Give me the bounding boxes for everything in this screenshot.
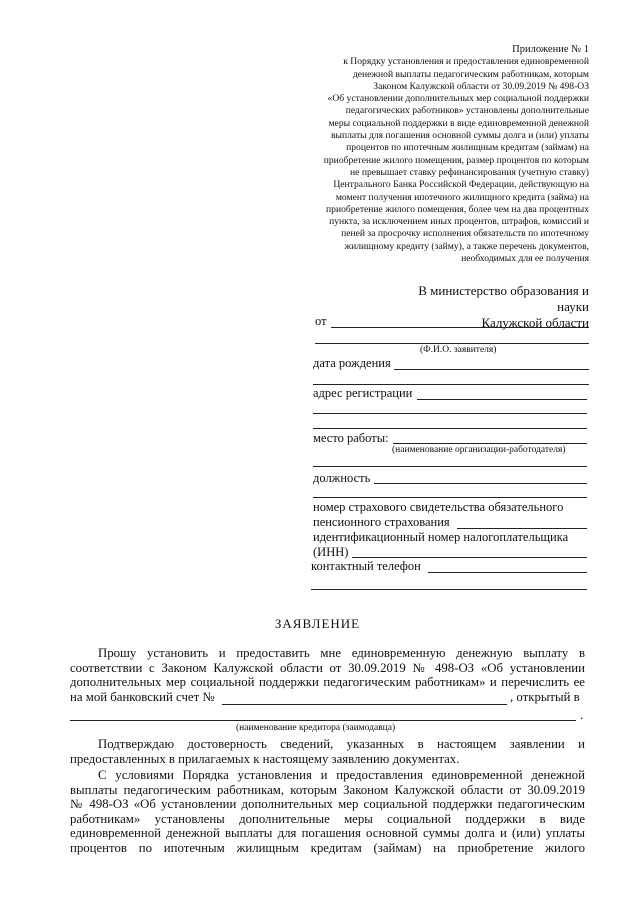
p3-line: единовременной денежной выплаты для погашения основной суммы долга и (или) уплаты [70,826,585,841]
period-mark: . [580,708,584,722]
p3-line: № 498-ОЗ «Об установлении дополнительных мер социальной поддержки педагогическим [70,797,585,812]
p3-line: процентов по ипотечным жилищным кредитам (займам) на приобретение жилого [70,840,585,855]
account-label: на мой банковский счет № [70,690,215,704]
statement-paragraph-2 [70,737,585,766]
birth-date-field[interactable] [394,369,589,370]
p1-line: соответствии с Законом Калужской области от 30.09.2019 № 498-ОЗ «Об установлении [70,660,585,675]
annex-line: не превышает ставку рефинансирования (учетную ставку) [350,166,589,178]
opened-in-label: , открытый в [510,690,580,704]
p1-line: дополнительных мер социальной поддержки педагогическим работникам» и перечислить ее [70,675,585,690]
annex-line: необходимых для ее получения [461,253,589,265]
workplace-field[interactable] [393,443,587,444]
annex-line: педагогических работников» установлены дополнительные [345,105,589,117]
account-number-field[interactable] [222,704,507,705]
creditor-field[interactable] [70,720,576,721]
inn-field[interactable] [352,557,587,558]
p3-line: С условиями Порядка установления и предоставления единовременной денежной [98,768,585,782]
workplace-label: место работы: [313,431,389,445]
phone-field-line-2[interactable] [311,589,587,590]
reg-address-field-line-2[interactable] [313,413,587,414]
annex-line: денежной выплаты педагогическим работникам, которым [352,68,589,80]
statement-paragraph-3 [70,768,585,856]
birth-date-field-line-2[interactable] [313,384,589,385]
annex-title: Приложение № 1 [512,44,589,55]
position-field-line-2[interactable] [313,497,587,498]
statement-paragraph-1 [70,646,585,690]
annex-line: «Об установлении дополнительных мер социальной поддержки [327,93,589,105]
org-hint: (наименование организации-работодателя) [392,445,566,455]
position-label: должность [313,471,371,485]
annex-line: к Порядку установления и предоставления единовременной [343,56,589,68]
reg-address-label: адрес регистрации [313,386,413,400]
snils-label-2: пенсионного страхования [313,515,450,529]
reg-address-field-line-3[interactable] [313,428,587,429]
annex-block [289,44,589,265]
p2-line: Подтверждаю достоверность сведений, указанных в настоящем заявлении и [98,737,585,751]
snils-field[interactable] [457,528,587,529]
annex-line: меры социальной поддержки в виде единовременной денежной [328,117,589,129]
annex-line: приобретение жилого помещения, размер процентов по которым [323,154,589,166]
birth-date-label: дата рождения [313,356,391,370]
workplace-field-line-2[interactable] [313,466,587,467]
reg-address-field[interactable] [417,399,587,400]
addressee-line-2: Калужской области [481,315,589,330]
from-label: от [315,314,327,328]
statement-title: ЗАЯВЛЕНИЕ [274,616,361,631]
addressee-line-1: В министерство образования и науки [418,283,589,314]
annex-line: процентов по ипотечным жилищным кредитам (займам) на [346,142,589,154]
p3-line: выплаты педагогическим работникам, которым Законом Калужской области от 30.09.2019 [70,782,585,797]
p1-line: Прошу установить и предоставить мне единовременную денежную выплату в [98,646,585,660]
creditor-hint: (наименование кредитора (заимодавца) [236,723,396,733]
annex-line: пеней за просрочку исполнения обязательств по ипотечному [341,228,589,240]
phone-field[interactable] [428,572,587,573]
annex-line: Законом Калужской области от 30.09.2019 № 498-ОЗ [373,80,589,92]
snils-label-1: номер страхового свидетельства обязательного [313,500,564,514]
annex-line: жилищному кредиту (займу), а также перечень документов, [344,240,589,252]
p3-line: работникам» установлены дополнительные меры социальной поддержки в виде [70,811,585,826]
annex-line: момент получения ипотечного жилищного кредита (займа) на [335,191,589,203]
annex-line: выплаты для погашения основной суммы долга и (или) уплаты [331,130,589,142]
phone-label: контактный телефон [311,559,421,573]
annex-line: пункта, за исключением иных процентов, штрафов, комиссий и [329,216,589,228]
inn-label-1: идентификационный номер налогоплательщика [313,530,569,544]
position-field[interactable] [374,483,587,484]
inn-label-2: (ИНН) [313,545,349,559]
p2-line: предоставленных в прилагаемых к настоящему заявлению документах. [70,751,460,766]
fio-field[interactable] [331,327,589,328]
annex-line: приобретение жилого помещения, более чем на два процентных [326,203,589,215]
fio-field-line-2[interactable] [315,343,589,344]
fio-hint: (Ф.И.О. заявителя) [420,345,497,355]
annex-line: Центрального Банка Российской Федерации, действующую на [333,179,589,191]
addressee [384,283,589,331]
